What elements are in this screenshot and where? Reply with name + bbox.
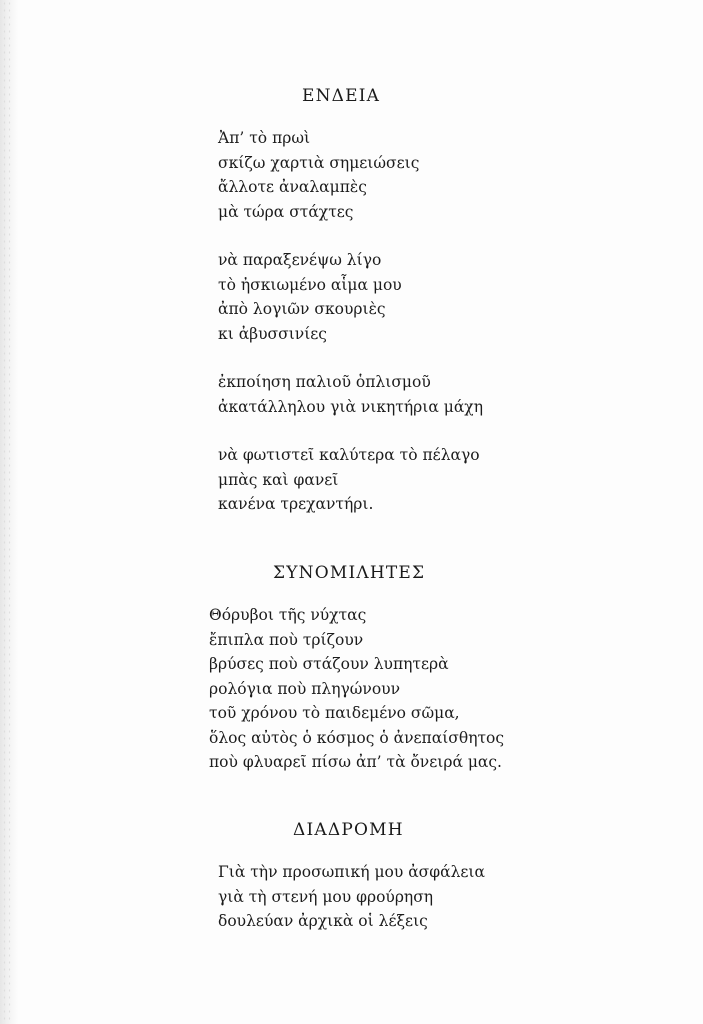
poem-line: γιὰ τὴ στενή μου φρούρηση: [218, 887, 434, 906]
poem-line: ἔπιπλα ποὺ τρίζουν: [209, 630, 364, 649]
poem-line: βρύσες ποὺ στάζουν λυπητερὰ: [209, 655, 449, 673]
poem-line: τοῦ χρόνου τὸ παιδεμένο σῶμα,: [209, 704, 460, 722]
poem-line: σκίζω χαρτιὰ σημειώσεις: [218, 153, 420, 172]
poem-line: Γιὰ τὴν προσωπική μου ἀσφάλεια: [218, 863, 485, 881]
poem-endeia-stanza-1: [218, 126, 419, 224]
page-edge-texture: [2, 0, 12, 1024]
poem-line: ἀπὸ λογιῶν σκουριὲς: [218, 300, 386, 318]
poem-line: μπὰς καὶ φανεῖ: [218, 470, 339, 489]
poem-line: ποὺ φλυαρεῖ πίσω ἀπ’ τὰ ὄνειρά μας.: [209, 753, 502, 771]
poem-line: νὰ παραξενέψω λίγο: [218, 251, 382, 269]
poem-title-diadromi: ΔΙΑΔΡΟΜΗ: [293, 820, 404, 840]
poem-endeia-stanza-4: [218, 443, 480, 517]
poem-line: ρολόγια ποὺ πληγώνουν: [209, 679, 401, 698]
poem-line: μὰ τώρα στάχτες: [218, 202, 354, 221]
poem-line: τὸ ἠσκιωμένο αἷμα μου: [218, 275, 402, 294]
poem-line: ἄλλοτε ἀναλαμπὲς: [218, 178, 367, 196]
poem-title-synomilites: ΣΥΝΟΜΙΛΗΤΕΣ: [273, 563, 426, 583]
poem-line: κι ἀβυσσινίες: [218, 324, 327, 343]
poem-endeia-stanza-2: [218, 248, 402, 346]
poem-line: ἀκατάλληλου γιὰ νικητήρια μάχη: [218, 397, 483, 416]
poem-diadromi-stanza-1: [218, 860, 485, 934]
poem-line: κανένα τρεχαντήρι.: [218, 495, 374, 513]
poem-line: νὰ φωτιστεῖ καλύτερα τὸ πέλαγο: [218, 446, 480, 464]
poem-endeia-stanza-3: [218, 370, 483, 419]
poem-line: δουλεύαν ἀρχικὰ οἱ λέξεις: [218, 912, 428, 930]
poem-line: Θόρυβοι τῆς νύχτας: [209, 606, 367, 624]
poem-line: Ἀπ’ τὸ πρωὶ: [218, 129, 311, 147]
poem-title-endeia: ΕΝΔΕΙΑ: [302, 86, 381, 106]
poem-synomilites-stanza-1: [209, 603, 504, 775]
poem-line: ὅλος αὐτὸς ὁ κόσμος ὁ ἀνεπαίσθητος: [209, 728, 505, 747]
poem-line: ἐκποίηση παλιοῦ ὁπλισμοῦ: [218, 373, 431, 391]
